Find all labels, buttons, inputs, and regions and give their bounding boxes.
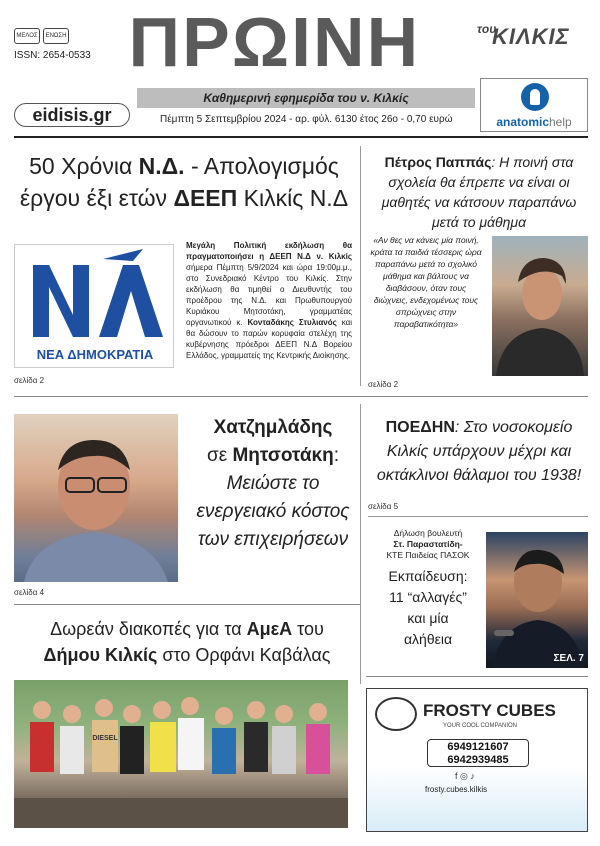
column-divider (360, 146, 361, 386)
nd-logo (14, 244, 174, 368)
section-rule (366, 676, 588, 677)
page-ref[interactable]: ΣΕΛ. 7 (553, 653, 584, 664)
headline-amea[interactable]: Δωρεάν διακοπές για τα ΑμεΑ του Δήμου Κιλκίς στο Ορφάνι Καβάλας (43, 619, 331, 665)
nd-logo-text: ΝΕΑ ΔΗΜΟΚΡΑΤΙΑ (36, 347, 154, 362)
sponsor-anatomichelp[interactable] (480, 78, 588, 132)
headline-poedin[interactable]: ΠΟΕΔΗΝ: Στο νοσοκομείο Κιλκίς υπάρχουν μέχρι και οκτάκλινοι θάλαμοι του 1938! (376, 419, 582, 484)
amea-group-photo (14, 680, 348, 828)
title-city: ΚΙΛΚΙΣ (492, 24, 570, 49)
article-nd-body: Μεγάλη Πολιτική εκδήλωση θα πραγματοποιήσει η ΔΕΕΠ Ν.Δ ν. Κιλκίς σήμερα Πέμπτη 5/9/2024 και ώρα 19:00μ.μ., στο Συνεδριακό Κέντρο του Κιλκίς. Στην εκδήλωση θα τιμηθεί ο Διευθυντής του προέδρου της Ν.Δ. και Πρωθυπουργού Κυριάκου Μητσοτάκη, γραμματέας οργανωτικού κ. Κονταδάκης Στυλιανός και θα δώσουν το παρών κορυφαία στελέχη της κυβέρνησης πρόεδροι ΔΕΕΠ Ν.Δ Βορείου Ελλάδος, γραμματείς της Κεντρικής Διοίκησης. (186, 241, 353, 360)
phone-number[interactable]: 6949121607 (447, 741, 509, 753)
headline-education[interactable]: Εκπαίδευση: 11 “αλλαγές” και μία αλήθεια (388, 568, 468, 647)
website-link[interactable]: eidisis.gr (14, 103, 130, 127)
column-divider (360, 404, 361, 684)
pappas-quote: «Αν θες να κάνεις μία ποινή, κράτα τα παιδιά τέσσερις ώρα παραπάνω μετά το σχολικό μάθημα και βάλτους να διαβάσουν, όταν τους διώχνεις, ενδεχομένως τους σπρώχνεις στην παραβατικότητα» (370, 235, 482, 329)
ad-phones[interactable] (427, 739, 529, 767)
shirt-text: DIESEL (92, 735, 118, 742)
ad-tagline: YOUR COOL COMPANION (443, 723, 518, 729)
headline-pappas[interactable]: Πέτρος Παππάς: Η ποινή στα σχολεία θα έπρεπε να είναι οι μαθητές να κάτσουν παραπάνω μετά το μάθημα (381, 154, 577, 230)
masthead-rule (14, 136, 588, 138)
pappas-photo (492, 236, 588, 376)
ad-brand: FROSTY CUBES (423, 701, 556, 720)
membership-badges (14, 24, 74, 42)
parastatidis-intro: Δήλωση βουλευτή Στ. Παραστατίδη- ΚΤΕ Παιδείας ΠΑΣΟΚ (386, 528, 470, 560)
section-rule (14, 604, 360, 605)
title-small: του (477, 22, 497, 36)
dateline: Πέμπτη 5 Σεπτεμβρίου 2024 - αρ. φύλ. 6130 έτος 26ο - 0,70 ευρώ (160, 114, 453, 125)
section-rule (368, 516, 588, 517)
phone-number[interactable]: 6942939485 (447, 754, 509, 766)
section-rule (14, 396, 588, 397)
hatzimladis-photo (14, 414, 178, 582)
frosty-cubes-ad[interactable] (366, 688, 588, 832)
page-ref[interactable]: σελίδα 5 (368, 502, 399, 511)
union-badge: ΕΝΩΣΗ (43, 28, 69, 44)
page-ref[interactable]: σελίδα 2 (14, 376, 45, 385)
member-badge: ΜΕΛΟΣ (14, 28, 40, 44)
parastatidis-photo (486, 532, 588, 668)
headline-hatzimladis[interactable]: Χατζημλάδης σε Μητσοτάκη: Μειώστε το ενεργειακό κόστος των επιχειρήσεων (196, 417, 350, 550)
anatomichelp-logo-icon (521, 83, 549, 111)
page-ref[interactable]: σελίδα 4 (14, 588, 45, 597)
ad-website[interactable]: frosty.cubes.kilkis (425, 785, 488, 794)
ice-cube-icon (375, 697, 417, 731)
social-icons[interactable]: f ◎ ♪ (455, 771, 475, 781)
nd-letters (33, 249, 163, 337)
newspaper-subtitle: Καθημερινή εφημερίδα του ν. Κιλκίς (137, 88, 475, 108)
issn: ISSN: 2654-0533 (14, 50, 91, 61)
sponsor-name: anatomichelp (496, 115, 572, 129)
newspaper-title: ΠΡΩΙΝΗ (128, 3, 421, 81)
headline-nd[interactable]: 50 Χρόνια Ν.Δ. - Απολογισμός έργου έξι ετών ΔΕΕΠ Κιλκίς Ν.Δ (19, 153, 349, 211)
page-ref[interactable]: σελίδα 2 (368, 380, 399, 389)
